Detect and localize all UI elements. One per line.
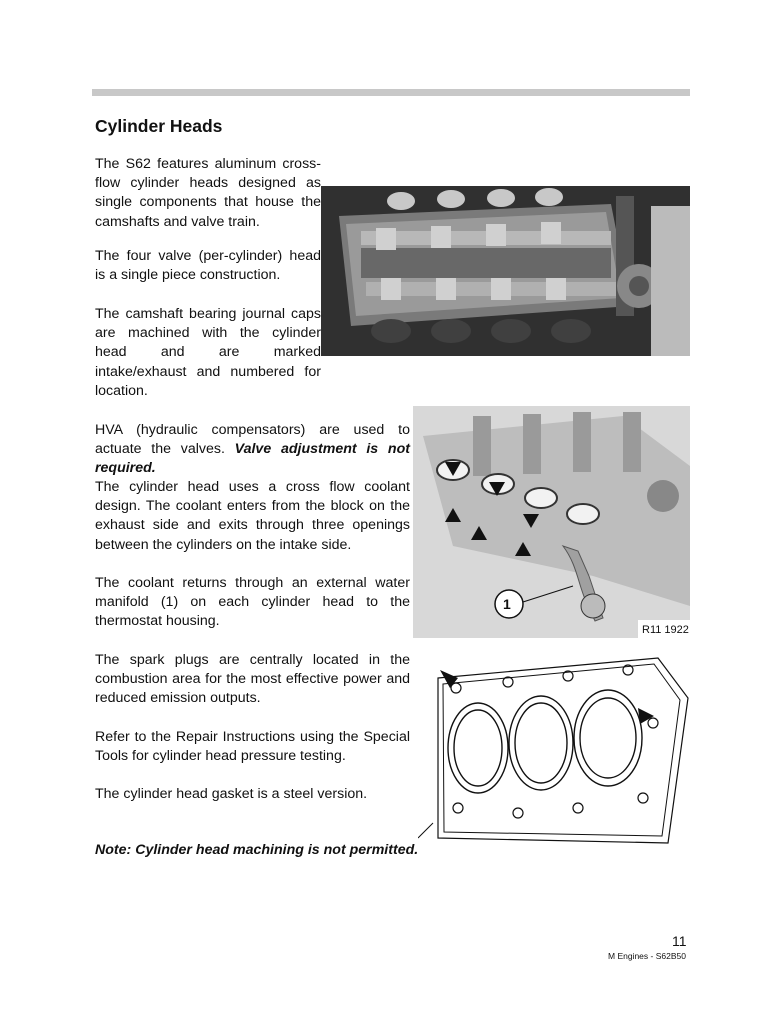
paragraph-pressure-test: Refer to the Repair Instructions using the Special Tools for cylinder head pressure testing. [95, 729, 410, 765]
paragraph-gasket: The cylinder head gasket is a steel version. [95, 786, 368, 802]
cylinder-head-photo [321, 186, 690, 356]
hva-emphasis: Valve adjustment is not required. [95, 441, 410, 477]
paragraph-valve-head: The four valve (per-cylinder) head is a single piece construction. [95, 248, 321, 284]
head-gasket-drawing [418, 648, 690, 848]
paragraph-coolant-flow: The cylinder head uses a cross flow coolant design. The coolant enters from the block on the exhaust side and exits through three openings between the cylinders on the intake side. [95, 479, 410, 553]
head-gasket-art [418, 648, 690, 848]
page-footer: M Engines - S62B50 [608, 951, 686, 961]
paragraph-coolant-return: The coolant returns through an external water manifold (1) on each cylinder head to the thermostat housing. [95, 575, 410, 630]
coolant-callout: 1 [503, 596, 511, 612]
hva-text: HVA (hydraulic compensators) are used to actuate the valves. [95, 422, 410, 458]
paragraph-hva [95, 421, 410, 479]
section-title: Cylinder Heads [95, 116, 223, 136]
paragraph-journal-caps: The camshaft bearing journal caps are machined with the cylinder head and are marked intake/exhaust and numbered for location. [95, 306, 321, 399]
paragraph-spark-plugs: The spark plugs are centrally located in the combustion area for the most effective power and reduced emission outputs. [95, 652, 410, 707]
page-number: 11 [672, 933, 687, 949]
figure-reference: R11 1922 [642, 624, 689, 636]
coolant-flow-photo [413, 406, 690, 638]
paragraph-intro: The S62 features aluminum cross-flow cylinder heads designed as single components that house the camshafts and valve train. [95, 156, 321, 230]
machining-note: Note: Cylinder head machining is not permitted. [95, 842, 419, 858]
cylinder-head-photo-art [321, 186, 690, 356]
header-rule [92, 89, 690, 96]
coolant-flow-art [413, 406, 690, 638]
